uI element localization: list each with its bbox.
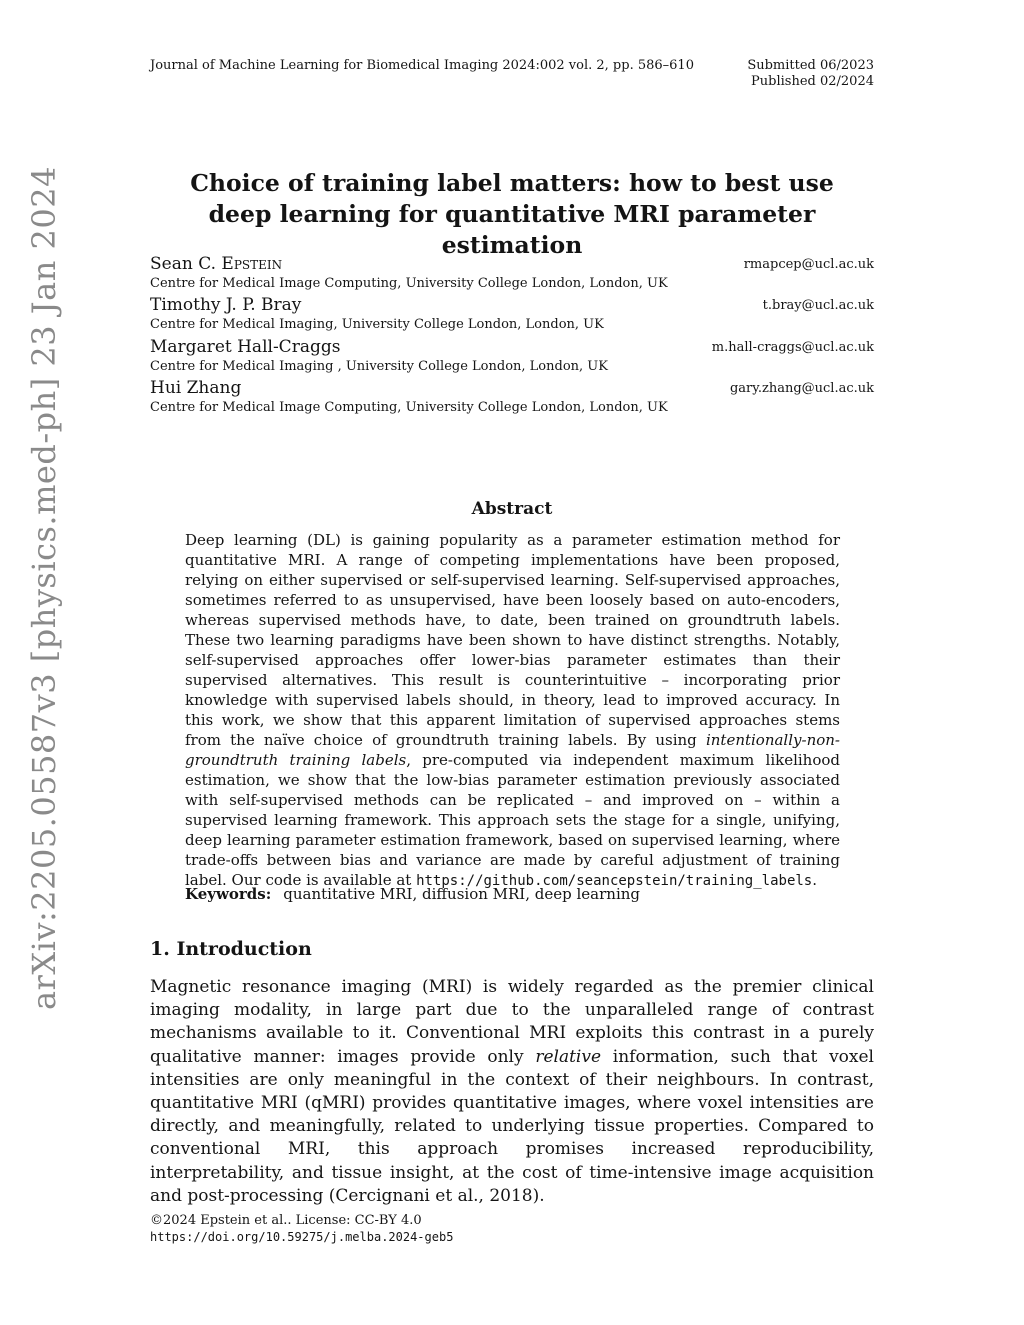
- doi-link[interactable]: https://doi.org/10.59275/j.melba.2024-geb5: [150, 1230, 454, 1244]
- abstract-heading: Abstract: [471, 499, 553, 519]
- submitted-date: Submitted 06/2023: [747, 58, 874, 73]
- author-entry: [150, 378, 874, 419]
- author-entry: [150, 254, 874, 295]
- keywords: [185, 885, 640, 903]
- author-name: Hui Zhang: [150, 377, 242, 398]
- abstract-end: .: [812, 871, 818, 889]
- keywords-label: Keywords:: [185, 885, 272, 903]
- author-email[interactable]: rmapcep@ucl.ac.uk: [743, 257, 874, 272]
- author-email[interactable]: m.hall-craggs@ucl.ac.uk: [711, 339, 874, 355]
- author-first-name: Sean C.: [150, 254, 222, 274]
- intro-text-continued: information, such that voxel intensities are only meaningful in the context of their neighbours. In contrast, quantitative MRI (qMRI) provides quantitative images, where voxel intensities are directly, and meaningfully, related to underlying tissue properties. Compared to conventional MRI, this approach promises increased reproducibility, interpretability, and tissue insight, at the cost of time-intensive image acquisition and post-processing (Cercignani et al., 2018).: [150, 1046, 874, 1206]
- abstract-body: [185, 530, 840, 891]
- author-list: [150, 254, 874, 419]
- author-name: Timothy J. P. Bray: [150, 295, 302, 316]
- author-email[interactable]: t.bray@ucl.ac.uk: [762, 298, 874, 314]
- license-notice: ©2024 Epstein et al.. License: CC-BY 4.0: [150, 1213, 422, 1228]
- intro-text: Magnetic resonance imaging (MRI) is widely regarded as the premier clinical imaging modality, in large part due to the unparalleled range of contrast mechanisms available to it. Conventional MRI exploits this contrast in a purely qualitative manner: images provide only: [150, 977, 874, 1067]
- code-repository-link[interactable]: https://github.com/seancepstein/training_labels: [416, 873, 813, 889]
- abstract-emphasis: intentionally-non-groundtruth training labels: [185, 731, 840, 769]
- author-affiliation: Centre for Medical Image Computing, University College London, London, UK: [150, 399, 668, 415]
- submission-dates: [747, 58, 874, 90]
- intro-emphasis: relative: [535, 1046, 602, 1067]
- author-email[interactable]: gary.zhang@ucl.ac.uk: [729, 380, 874, 396]
- abstract-text-continued: , pre-computed via independent maximum likelihood estimation, we show that the low-bias parameter estimation previously associated with self-supervised methods can be replicated – and improved on – within a supervised learning framework. This approach sets the stage for a single, unifying, deep learning parameter estimation framework, based on supervised learning, where trade-offs between bias and variance are made by careful adjustment of training label. Our code is available at: [185, 751, 840, 889]
- keywords-list: quantitative MRI, diffusion MRI, deep learning: [283, 885, 641, 903]
- introduction-paragraph: [150, 976, 874, 1208]
- page-footer: [150, 1213, 453, 1245]
- title-line-1: Choice of training label matters: how to best use: [190, 169, 834, 197]
- author-name: Margaret Hall-Craggs: [150, 336, 341, 357]
- abstract-text: Deep learning (DL) is gaining popularity as a parameter estimation method for quantitative MRI. A range of competing implementations have been proposed, relying on either supervised or self-supervised learning. Self-supervised approaches, sometimes referred to as unsupervised, have been loosely based on auto-encoders, whereas supervised methods have, to date, been trained on groundtruth labels. These two learning paradigms have been shown to have distinct strengths. Notably, self-supervised approaches offer lower-bias parameter estimates than their supervised alternatives. This result is counterintuitive – incorporating prior knowledge with supervised labels should, in theory, lead to improved accuracy. In this work, we show that this apparent limitation of supervised approaches stems from the naïve choice of groundtruth training labels. By using: [185, 531, 840, 749]
- arxiv-identifier: arXiv:2205.05587v3 [physics.med-ph] 23 Jan 2024: [25, 166, 63, 1010]
- section-heading-introduction: 1. Introduction: [150, 938, 312, 960]
- title-line-2: deep learning for quantitative MRI parameter estimation: [208, 200, 816, 259]
- author-entry: [150, 337, 874, 378]
- author-affiliation: Centre for Medical Imaging , University College London, London, UK: [150, 358, 608, 374]
- author-entry: [150, 295, 874, 336]
- author-last-name: Epstein: [221, 254, 283, 274]
- author-affiliation: Centre for Medical Image Computing, University College London, London, UK: [150, 276, 668, 291]
- journal-citation: Journal of Machine Learning for Biomedical Imaging 2024:002 vol. 2, pp. 586–610: [150, 58, 694, 73]
- paper-title: [150, 168, 874, 261]
- author-affiliation: Centre for Medical Imaging, University College London, London, UK: [150, 317, 604, 333]
- published-date: Published 02/2024: [751, 74, 874, 89]
